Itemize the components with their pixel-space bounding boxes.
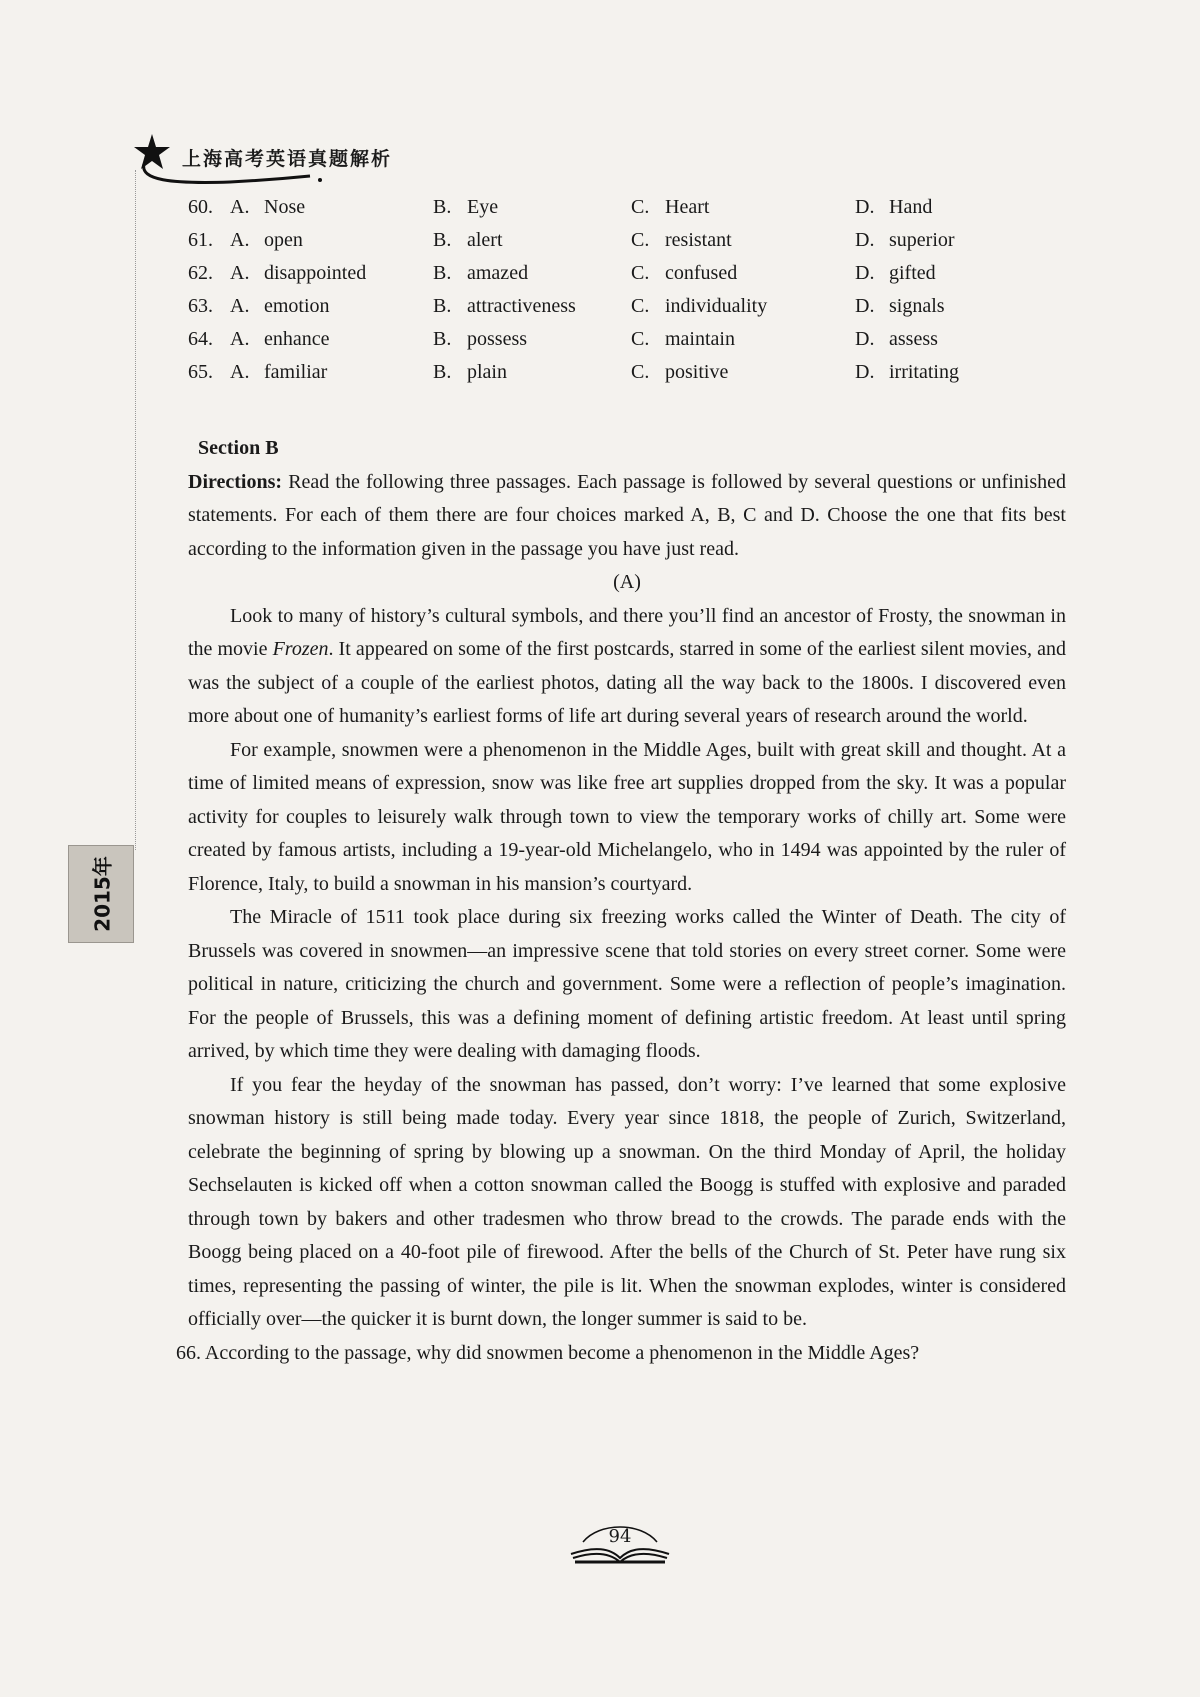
directions [188, 466, 1066, 567]
option-text: irritating [889, 361, 959, 383]
option-row [188, 361, 968, 394]
paragraph-1 [188, 600, 1066, 734]
option-a [188, 361, 327, 384]
paragraph-3: The Miracle of 1511 took place during six freezing works called the Winter of Death. The city of Brussels was covered in snowmen—an impressive scene that told stories on every street corner. Some were political in nature, criticizing the church and government. Some were a reflection of people’s imagination. For the people of Brussels, this was a defining moment of defining artistic freedom. At least until spring arrived, by which time they were dealing with damaging floods. [188, 906, 1066, 1062]
option-b [433, 229, 503, 252]
option-text: gifted [889, 262, 936, 284]
option-letter: A. [230, 262, 250, 284]
option-letter: B. [433, 262, 452, 284]
option-letter: D. [855, 295, 875, 317]
option-a [188, 295, 330, 318]
option-text: open [264, 229, 303, 251]
option-b [433, 361, 507, 384]
question-number: 60. [188, 196, 213, 218]
option-text: Hand [889, 196, 933, 218]
option-letter: A. [230, 295, 250, 317]
option-row [188, 196, 968, 229]
option-a [188, 262, 366, 285]
option-text: confused [665, 262, 738, 284]
option-letter: A. [230, 229, 250, 251]
option-letter: C. [631, 361, 650, 383]
option-text: alert [467, 229, 503, 251]
option-c [631, 361, 728, 384]
option-letter: D. [855, 196, 875, 218]
page-number: 94 [608, 1526, 632, 1547]
option-d [855, 361, 959, 384]
option-letter: D. [855, 361, 875, 383]
movie-title: Frozen [272, 638, 329, 660]
reading-section [176, 432, 1066, 1370]
option-letter: C. [631, 328, 650, 350]
option-text: individuality [665, 295, 768, 317]
option-row [188, 295, 968, 328]
page-number-ornament [565, 1518, 675, 1568]
option-text: maintain [665, 328, 735, 350]
option-letter: D. [855, 262, 875, 284]
option-d [855, 295, 945, 318]
option-text: Eye [467, 196, 499, 218]
option-row [188, 328, 968, 361]
option-a [188, 196, 305, 219]
option-b [433, 328, 527, 351]
option-text: attractiveness [467, 295, 576, 317]
option-a [188, 229, 303, 252]
margin-dotted-line [135, 170, 136, 850]
option-text: signals [889, 295, 945, 317]
option-b [433, 295, 576, 318]
option-text: positive [665, 361, 729, 383]
option-letter: B. [433, 295, 452, 317]
option-letter: C. [631, 295, 650, 317]
option-text: possess [467, 328, 528, 350]
year-label: 2015年 [90, 856, 115, 932]
year-side-tab [68, 845, 134, 943]
option-c [631, 196, 709, 219]
option-letter: B. [433, 196, 452, 218]
option-text: familiar [264, 361, 328, 383]
option-text: Heart [665, 196, 710, 218]
option-row [188, 229, 968, 262]
option-letter: D. [855, 328, 875, 350]
section-heading: Section B [198, 437, 279, 459]
paragraph-2: For example, snowmen were a phenomenon in the Middle Ages, built with great skill and thought. At a time of limited means of expression, snow was like free art supplies dropped from the sky. It was a popular activity for couples to leisurely walk through town to view the temporary works of chilly art. Some were created by famous artists, including a 19-year-old Michelangelo, who in 1494 was appointed by the ruler of Florence, Italy, to build a snowman in his mansion’s courtyard. [188, 738, 1066, 895]
paragraph-text: Look to many of history’s cultural symbols, and there you’ll find an ancestor of Frosty, the snowman in the movie [188, 604, 1066, 660]
directions-label: Directions: [188, 470, 283, 493]
option-text: resistant [665, 229, 732, 251]
paragraph-4: If you fear the heyday of the snowman has passed, don’t worry: I’ve learned that some explosive snowman history is still being made today. Every year since 1818, the people of Zurich, Switzerland, celebrate the beginning of spring by blowing up a snowman. On the third Monday of April, the holiday Sechselauten is kicked off when a cotton snowman called the Boogg is stuffed with explosive and paraded through town by bakers and other tradesmen who throw bread to the crowds. The parade ends with the Boogg being placed on a 40-foot pile of firewood. After the bells of the Church of St. Peter have rung six times, representing the passing of winter, the pile is lit. When the snowman explodes, winter is considered officially over—the quicker it is burnt down, the longer summer is said to be. [188, 1073, 1066, 1330]
option-text: enhance [264, 328, 330, 350]
question-number: 64. [188, 328, 213, 350]
option-b [433, 262, 528, 285]
option-text: assess [889, 328, 938, 350]
option-letter: A. [230, 361, 250, 383]
answer-options [188, 196, 968, 394]
option-c [631, 229, 732, 252]
option-text: amazed [467, 262, 529, 284]
option-letter: B. [433, 229, 452, 251]
option-d [855, 328, 938, 351]
swoosh-decoration [140, 158, 390, 186]
option-letter: D. [855, 229, 875, 251]
question-number: 65. [188, 361, 213, 383]
book-title: 上海高考英语真题解析 [182, 148, 393, 170]
option-d [855, 196, 932, 219]
question-66: 66. According to the passage, why did snowmen become a phenomenon in the Middle Ages? [176, 1341, 920, 1364]
option-letter: C. [631, 229, 650, 251]
option-letter: C. [631, 196, 650, 218]
option-c [631, 262, 737, 285]
question-number: 61. [188, 229, 213, 251]
option-letter: B. [433, 361, 452, 383]
option-d [855, 262, 936, 285]
option-b [433, 196, 498, 219]
option-text: plain [467, 361, 507, 383]
option-a [188, 328, 330, 351]
option-letter: A. [230, 328, 250, 350]
option-text: emotion [264, 295, 330, 317]
option-letter: B. [433, 328, 452, 350]
option-d [855, 229, 955, 252]
option-c [631, 328, 735, 351]
page-header [132, 132, 432, 182]
option-text: Nose [264, 196, 306, 218]
passage-label: (A) [613, 571, 641, 593]
option-row [188, 262, 968, 295]
directions-text: Read the following three passages. Each passage is followed by several questions or unfinished statements. For each of them there are four choices marked A, B, C and D. Choose the one that fits best according to the information given in the passage you have just read. [188, 470, 1066, 560]
option-text: superior [889, 229, 955, 251]
paragraph-text: . It appeared on some of the first postcards, starred in some of the earliest silent movies, and was the subject of a couple of the earliest photos, dating all the way back to the 1800s. I discovered even more about one of humanity’s earliest forms of life art during several years of research around the world. [188, 638, 1066, 727]
question-number: 62. [188, 262, 213, 284]
question-number: 63. [188, 295, 213, 317]
option-letter: A. [230, 196, 250, 218]
option-letter: C. [631, 262, 650, 284]
option-text: disappointed [264, 262, 367, 284]
option-c [631, 295, 767, 318]
